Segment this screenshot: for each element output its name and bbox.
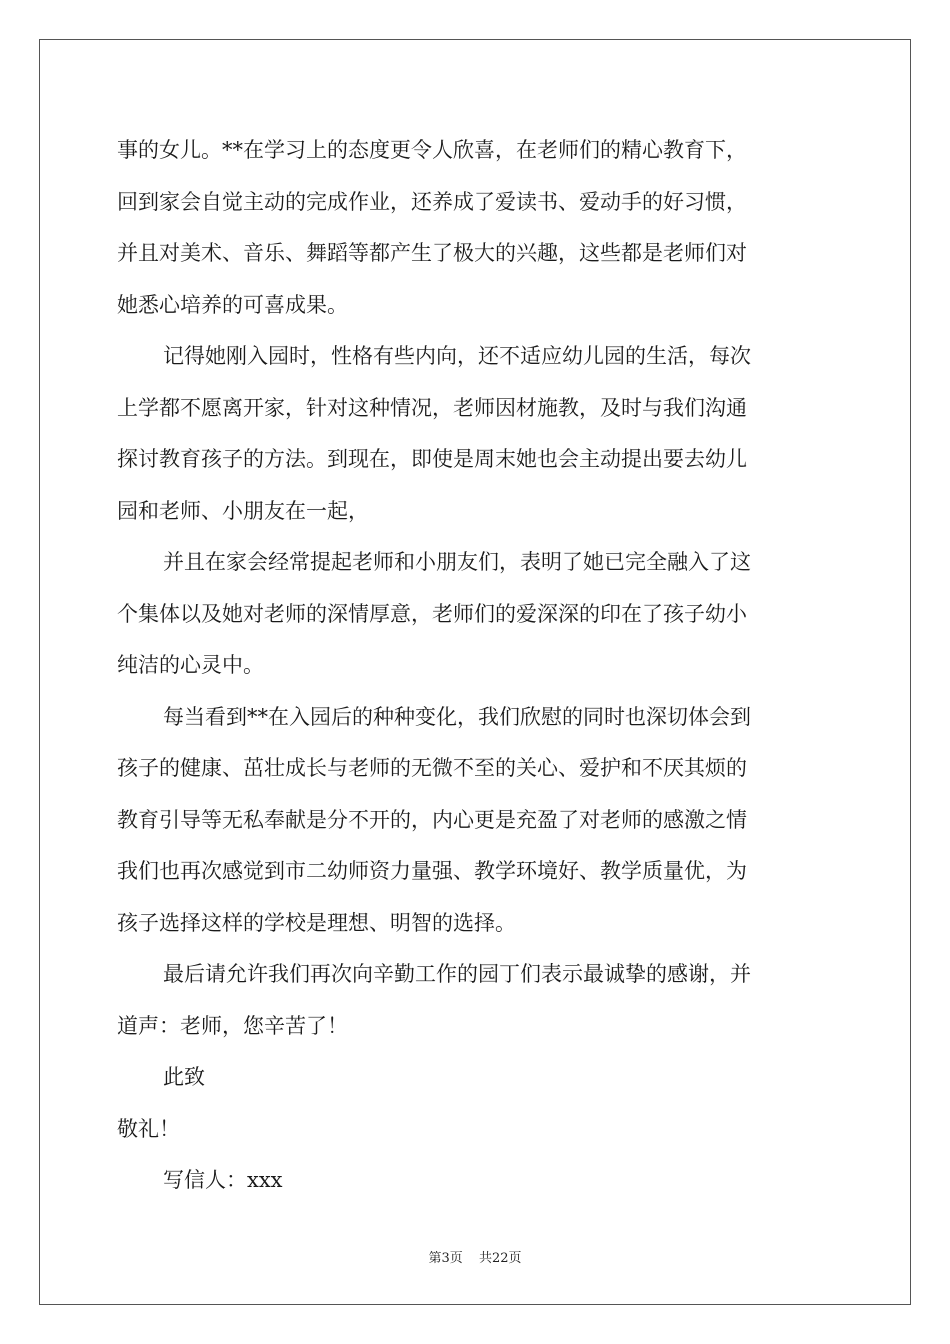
closing-regards: 敬礼！ bbox=[117, 1116, 180, 1141]
text-line: 并且在家会经常提起老师和小朋友们，表明了她已完全融入了这 bbox=[163, 550, 751, 574]
text-line: 每当看到**在入园后的种种变化，我们欣慰的同时也深切体会到 bbox=[163, 704, 751, 729]
paragraph-2 bbox=[117, 331, 837, 537]
text-line: 她悉心培养的可喜成果。 bbox=[117, 292, 348, 317]
text-line: 道声：老师，您辛苦了！ bbox=[117, 1013, 348, 1038]
paragraph-5 bbox=[117, 949, 837, 1052]
signature: 写信人：xxx bbox=[163, 1168, 283, 1192]
text-line: 并且对美术、音乐、舞蹈等都产生了极大的兴趣，这些都是老师们对 bbox=[117, 241, 747, 265]
paragraph-4 bbox=[117, 692, 837, 950]
text-line: 我们也再次感觉到市二幼师资力量强、教学环境好、教学质量优，为 bbox=[117, 859, 747, 883]
page-footer bbox=[0, 1247, 950, 1266]
page-number: 第3页 bbox=[428, 1251, 463, 1266]
text-line: 纯洁的心灵中。 bbox=[117, 653, 264, 677]
text-line: 探讨教育孩子的方法。到现在，即使是周末她也会主动提出要去幼儿 bbox=[117, 447, 747, 471]
text-line: 园和老师、小朋友在一起， bbox=[117, 498, 369, 523]
closing-salutation: 此致 bbox=[163, 1065, 205, 1089]
text-line: 最后请允许我们再次向辛勤工作的园丁们表示最诚挚的感谢，并 bbox=[163, 962, 751, 986]
text-line: 回到家会自觉主动的完成作业，还养成了爱读书、爱动手的好习惯， bbox=[117, 189, 747, 214]
page-total: 共22页 bbox=[478, 1251, 522, 1266]
text-line: 个集体以及她对老师的深情厚意，老师们的爱深深的印在了孩子幼小 bbox=[117, 601, 747, 626]
paragraph-3 bbox=[117, 537, 837, 692]
text-line: 上学都不愿离开家，针对这种情况，老师因材施教，及时与我们沟通 bbox=[117, 395, 747, 420]
text-line: 教育引导等无私奉献是分不开的，内心更是充盈了对老师的感激之情 bbox=[117, 807, 747, 832]
text-line: 孩子选择这样的学校是理想、明智的选择。 bbox=[117, 910, 516, 935]
text-line: 事的女儿。**在学习上的态度更令人欣喜，在老师们的精心教育下， bbox=[117, 138, 747, 162]
text-line: 记得她刚入园时，性格有些内向，还不适应幼儿园的生活，每次 bbox=[163, 344, 751, 368]
letter-body bbox=[117, 125, 837, 1207]
paragraph-1 bbox=[117, 125, 837, 331]
text-line: 孩子的健康、茁壮成长与老师的无微不至的关心、爱护和不厌其烦的 bbox=[117, 756, 747, 780]
